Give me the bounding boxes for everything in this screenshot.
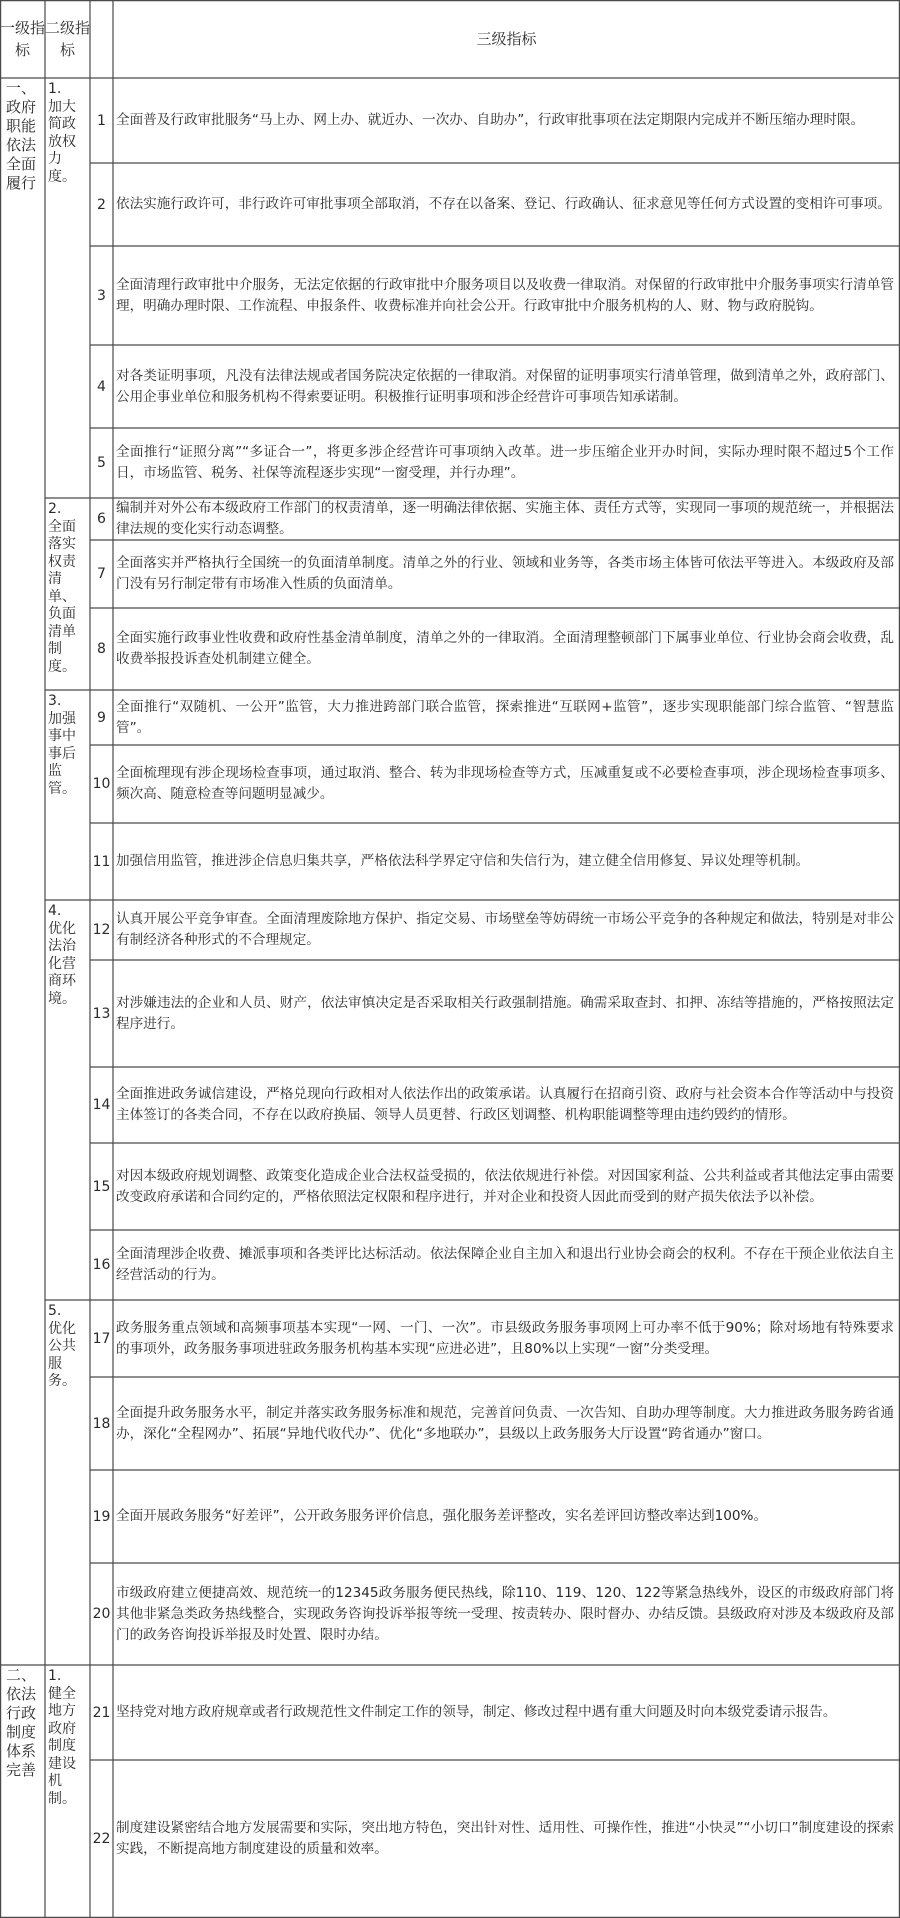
item-number-label: 16	[92, 1257, 111, 1273]
item-number	[90, 163, 113, 246]
item-number-label: 5	[97, 455, 106, 471]
item-text-content: 全面实施行政事业性收费和政府性基金清单制度，清单之外的一律取消。全面清理整顿部门下属事业单位、行业协会商会收费，乱收费举报投诉查处机制建立健全。	[116, 630, 894, 667]
item-text-content: 全面推进政务诚信建设，严格兑现向行政相对人依法作出的政策承诺。认真履行在招商引资、政府与社会资本合作等活动中与投资主体签订的各类合同，不存在以政府换届、领导人员更替、行政区划调整、机构职能调整等理由违约毁约的情形。	[116, 1086, 894, 1123]
level2-indicator	[45, 78, 90, 498]
header-level2	[45, 0, 90, 78]
item-number	[90, 690, 113, 745]
item-number	[90, 1143, 113, 1230]
item-number	[90, 1067, 113, 1143]
item-text	[113, 823, 900, 900]
item-text-content: 全面清理涉企收费、摊派事项和各类评比达标活动。依法保障企业自主加入和退出行业协会商会的权利。不存在干预企业依法自主经营活动的行为。	[116, 1246, 894, 1283]
level2-indicator	[45, 900, 90, 1300]
item-text-content: 全面梳理现有涉企现场检查事项，通过取消、整合、转为非现场检查等方式，压减重复或不必要检查事项，涉企现场检查事项多、频次高、随意检查等问题明显减少。	[116, 765, 894, 802]
item-number-label: 12	[92, 922, 111, 938]
item-text	[113, 745, 900, 823]
header-level1	[0, 0, 45, 78]
level2-number: 1.	[48, 1668, 62, 1684]
item-text	[113, 1300, 900, 1377]
item-text	[113, 1230, 900, 1300]
item-text	[113, 1377, 900, 1470]
item-number-label: 7	[97, 566, 106, 582]
item-text	[113, 900, 900, 960]
item-text-content: 全面推行“证照分离”“多证合一”，将更多涉企经营许可事项纳入改革。进一步压缩企业开办时间，实际办理时限不超过5个工作日，市场监管、税务、社保等流程逐步实现“一窗受理，并行办理”。	[116, 444, 894, 481]
item-text-content: 依法实施行政许可，非行政许可审批事项全部取消，不存在以备案、登记、行政确认、征求意见等任何方式设置的变相许可事项。	[116, 196, 891, 212]
item-text-content: 编制并对外公布本级政府工作部门的权责清单，逐一明确法律依据、实施主体、责任方式等，实现同一事项的规范统一，并根据法律法规的变化实行动态调整。	[116, 500, 894, 537]
level2-label: 优化公共服务。	[48, 1320, 76, 1389]
item-text-content: 坚持党对地方政府规章或者行政规范性文件制定工作的领导，制定、修改过程中遇有重大问题及时向本级党委请示报告。	[116, 1704, 837, 1720]
item-text-content: 全面普及行政审批服务“马上办、网上办、就近办、一次办、自助办”，行政审批事项在法定期限内完成并不断压缩办理时限。	[116, 112, 865, 128]
item-text-content: 认真开展公平竞争审查。全面清理废除地方保护、指定交易、市场壁垒等妨碍统一市场公平竞争的各种规定和做法，特别是对非公有制经济各种形式的不合理规定。	[116, 911, 894, 948]
item-number-label: 17	[92, 1330, 111, 1347]
item-number	[90, 428, 113, 498]
item-text	[113, 960, 900, 1067]
item-text-content: 全面开展政务服务“好差评”，公开政务服务评价信息，强化服务差评整改，实名差评回访整改率达到100%。	[116, 1508, 768, 1524]
item-number-label: 22	[92, 1831, 111, 1847]
level2-number: 4.	[48, 903, 62, 919]
item-number-label: 3	[97, 287, 106, 304]
item-number-label: 1	[97, 112, 106, 129]
item-text	[113, 690, 900, 745]
item-text	[113, 608, 900, 690]
item-text	[113, 78, 900, 163]
header-number-column	[90, 0, 113, 78]
item-number	[90, 246, 113, 345]
item-number	[90, 900, 113, 960]
item-text	[113, 1470, 900, 1563]
item-number	[90, 540, 113, 608]
item-number-label: 18	[92, 1415, 111, 1432]
item-text	[113, 1067, 900, 1143]
item-text-content: 全面提升政务服务水平，制定并落实政务服务标准和规范，完善首问负责、一次告知、自助办理等制度。大力推进政务服务跨省通办，深化“全程网办”、拓展“异地代收代办”、优化“多地联办”，县级以上政务服务大厅设置“跨省通办”窗口。	[116, 1404, 894, 1442]
level2-indicator	[45, 498, 90, 690]
item-text-content: 对因本级政府规划调整、政策变化造成企业合法权益受损的，依法依规进行补偿。对因国家利益、公共利益或者其他法定事由需要改变政府承诺和合同约定的，严格依照法定权限和程序进行，并对企业和投资人因此而受到的财产损失依法予以补偿。	[116, 1167, 894, 1205]
item-text	[113, 1665, 900, 1760]
level2-number: 2.	[48, 501, 62, 517]
item-number	[90, 823, 113, 900]
item-number-label: 9	[97, 709, 106, 726]
header-level3-label: 三级指标	[476, 30, 537, 48]
level2-label: 优化法治化营商环境。	[48, 920, 76, 1007]
header-level1-label: 一级指标	[0, 19, 45, 59]
level2-label: 加强事中事后监管。	[48, 710, 76, 797]
item-text	[113, 1563, 900, 1665]
level2-label: 加大简政放权力度。	[48, 98, 76, 185]
item-number-label: 11	[92, 853, 111, 870]
level2-indicator	[45, 1665, 90, 1918]
item-number-label: 15	[92, 1178, 111, 1195]
item-number	[90, 1665, 113, 1760]
item-number-label: 8	[97, 641, 106, 657]
item-text-content: 加强信用监管，推进涉企信息归集共享，严格依法科学界定守信和失信行为，建立健全信用修复、异议处理等机制。	[116, 853, 810, 869]
item-number	[90, 1470, 113, 1563]
item-number-label: 10	[92, 776, 111, 792]
item-number	[90, 1230, 113, 1300]
item-number	[90, 1377, 113, 1470]
level1-label: 一、政府职能依法全面履行	[6, 79, 37, 192]
item-text-content: 全面推行“双随机、一公开”监管，大力推进跨部门联合监管，探索推进“互联网+监管”，逐步实现职能部门综合监管、“智慧监管”。	[116, 698, 894, 736]
item-number-label: 4	[97, 378, 106, 395]
item-text	[113, 428, 900, 498]
level2-indicator	[45, 690, 90, 900]
item-number	[90, 960, 113, 1067]
item-number	[90, 608, 113, 690]
item-number-label: 19	[92, 1508, 111, 1525]
level2-label: 全面落实权责清单、负面清单制度。	[48, 518, 76, 675]
item-number-label: 20	[92, 1606, 111, 1622]
level1-label: 二、依法行政制度体系完善	[6, 1666, 37, 1779]
item-text	[113, 1143, 900, 1230]
item-text	[113, 498, 900, 540]
level2-number: 3.	[48, 693, 62, 709]
item-number	[90, 345, 113, 428]
item-text-content: 全面清理行政审批中介服务，无法定依据的行政审批中介服务项目以及收费一律取消。对保留的行政审批中介服务事项实行清单管理，明确办理时限、工作流程、申报条件、收费标准并向社会公开。行政审批中介服务机构的人、财、物与政府脱钩。	[116, 276, 894, 314]
item-number	[90, 78, 113, 163]
level2-indicator	[45, 1300, 90, 1665]
item-number	[90, 1563, 113, 1665]
header-level3	[113, 0, 900, 78]
item-number	[90, 745, 113, 823]
item-text-content: 对各类证明事项，凡没有法律法规或者国务院决定依据的一律取消。对保留的证明事项实行清单管理，做到清单之外，政府部门、公用企事业单位和服务机构不得索要证明。积极推行证明事项和涉企经营许可事项告知承诺制。	[116, 367, 894, 405]
item-text	[113, 1760, 900, 1918]
item-number-label: 14	[92, 1097, 111, 1113]
item-text-content: 对涉嫌违法的企业和人员、财产，依法审慎决定是否采取相关行政强制措施。确需采取查封、扣押、冻结等措施的，严格按照法定程序进行。	[116, 994, 894, 1032]
item-number	[90, 1300, 113, 1377]
item-text	[113, 345, 900, 428]
item-number-label: 6	[97, 511, 106, 527]
item-text-content: 制度建设紧密结合地方发展需要和实际，突出地方特色，突出针对性、适用性、可操作性，推进“小快灵”“小切口”制度建设的探索实践，不断提高地方制度建设的质量和效率。	[116, 1820, 894, 1857]
item-text-content: 全面落实并严格执行全国统一的负面清单制度。清单之外的行业、领域和业务等，各类市场主体皆可依法平等进入。本级政府及部门没有另行制定带有市场准入性质的负面清单。	[116, 555, 894, 592]
level1-indicator	[0, 78, 45, 1665]
item-text	[113, 540, 900, 608]
level2-label: 健全地方政府制度建设机制。	[48, 1685, 76, 1807]
item-text-content: 市级政府建立便捷高效、规范统一的12345政务服务便民热线，除110、119、120、122等紧急热线外，设区的市级政府部门将其他非紧急类政务热线整合，实现政务咨询投诉举报等统一受理、按责转办、限时督办、办结反馈。县级政府对涉及本级政府及部门的政务咨询投诉举报及时处置、限时办结。	[116, 1584, 894, 1643]
item-text	[113, 163, 900, 246]
item-number-label: 2	[97, 196, 106, 213]
item-text	[113, 246, 900, 345]
item-number	[90, 1760, 113, 1918]
level1-indicator	[0, 1665, 45, 1918]
item-number-label: 21	[92, 1704, 111, 1721]
level2-number: 1.	[48, 81, 62, 97]
item-number	[90, 498, 113, 540]
level2-number: 5.	[48, 1303, 62, 1319]
header-level2-label: 二级指标	[45, 19, 90, 59]
item-text-content: 政务服务重点领域和高频事项基本实现“一网、一门、一次”。市县级政务服务事项网上可办率不低于90%；除对场地有特殊要求的事项外，政务服务事项进驻政务服务机构基本实现“应进必进”，且80%以上实现“一窗”分类受理。	[116, 1319, 894, 1357]
item-number-label: 13	[92, 1005, 111, 1022]
